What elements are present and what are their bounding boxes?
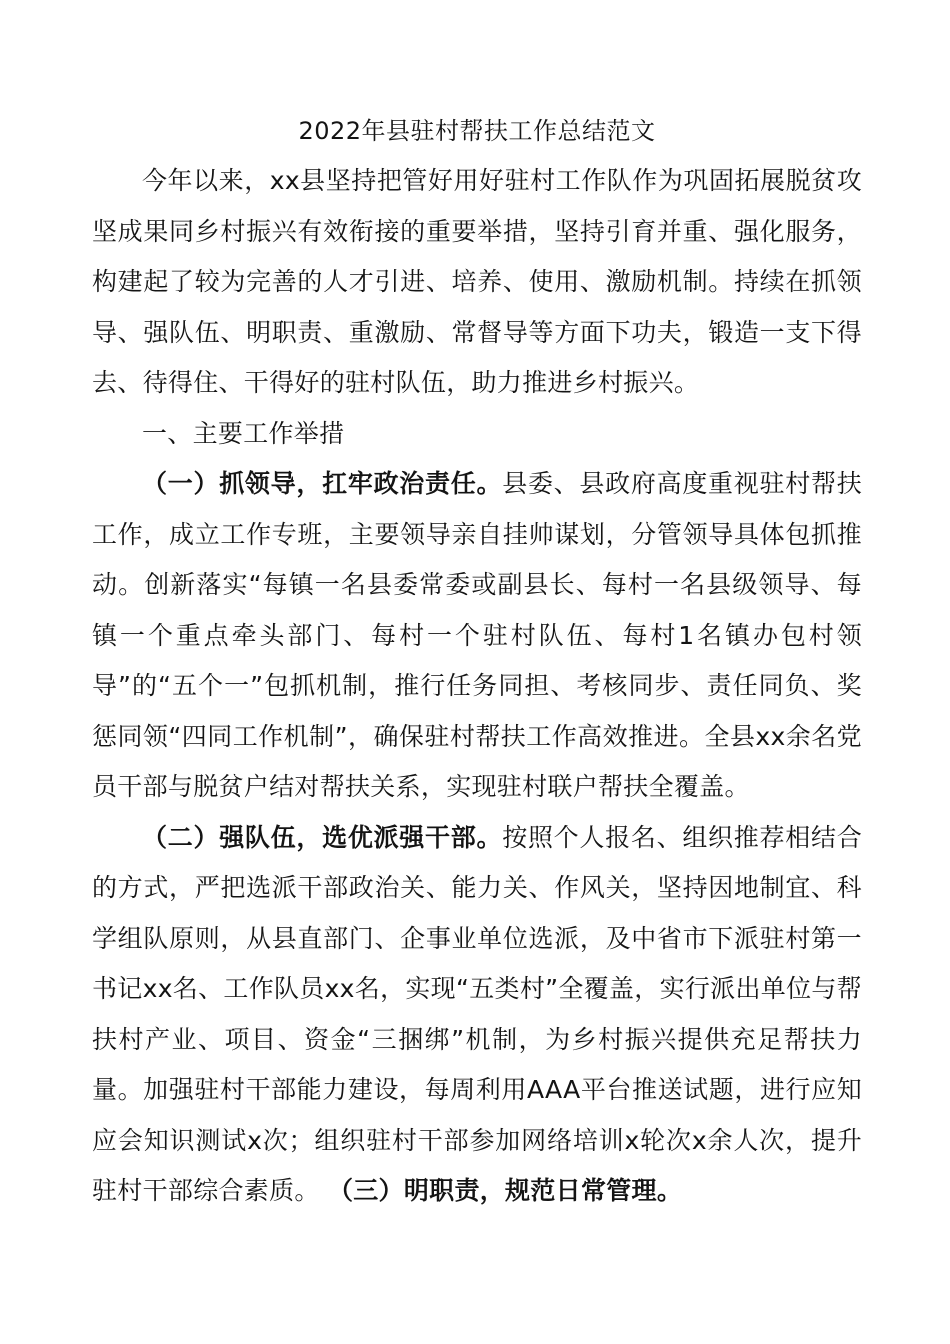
paragraph-team-body: 按照个人报名、组织推荐相结合的方式，严把选派干部政治关、能力关、作风关，坚持因地制宜、科学组队原则，从县直部门、企事业单位选派，及中省市下派驻村第一书记xx名、工作队员xx名，实现“五类村”全覆盖，实行派出单位与帮扶村产业、项目、资金“三捆绑”机制，为乡村振兴提供充足帮扶力量。加强驻村干部能力建设，每周利用AAA平台推送试题，进行应知应会知识测试x次；组织驻村干部参加网络培训x轮次x余人次，提升驻村干部综合素质。 xyxy=(92,822,863,1205)
document-title: 2022年县驻村帮扶工作总结范文 xyxy=(298,117,656,145)
paragraph-leadership-body: 县委、县政府高度重视驻村帮扶工作，成立工作专班，主要领导亲自挂帅谋划，分管领导具体包抓推动。创新落实“每镇一名县委常委或副县长、每村一名县级领导、每镇一个重点牵头部门、每村一个驻村队伍、每村1名镇办包村领导”的“五个一”包抓机制，推行任务同担、考核同步、责任同负、奖惩同领“四同工作机制”，确保驻村帮扶工作高效推进。全县xx余名党员干部与脱贫户结对帮扶关系，实现驻村联户帮扶全覆盖。 xyxy=(92,469,863,801)
paragraph-team xyxy=(92,813,862,1217)
section-heading-main-measures: 一、主要工作举措 xyxy=(142,418,345,448)
separator-space xyxy=(320,1176,328,1205)
document-body xyxy=(92,108,862,1217)
subheading-leadership: （一）抓领导，扛牢政治责任。 xyxy=(142,469,503,498)
subheading-duties: （三）明职责，规范日常管理。 xyxy=(327,1176,683,1205)
intro-paragraph: 今年以来，xx县坚持把管好用好驻村工作队作为巩固拓展脱贫攻坚成果同乡村振兴有效衔接的重要举措，坚持引育并重、强化服务，构建起了较为完善的人才引进、培养、使用、激励机制。持续在抓领导、强队伍、明职责、重激励、常督导等方面下功夫，锻造一支下得去、待得住、干得好的驻村队伍，助力推进乡村振兴。 xyxy=(92,166,862,397)
paragraph-leadership xyxy=(92,459,862,813)
subheading-team: （二）强队伍，选优派强干部。 xyxy=(142,822,503,852)
